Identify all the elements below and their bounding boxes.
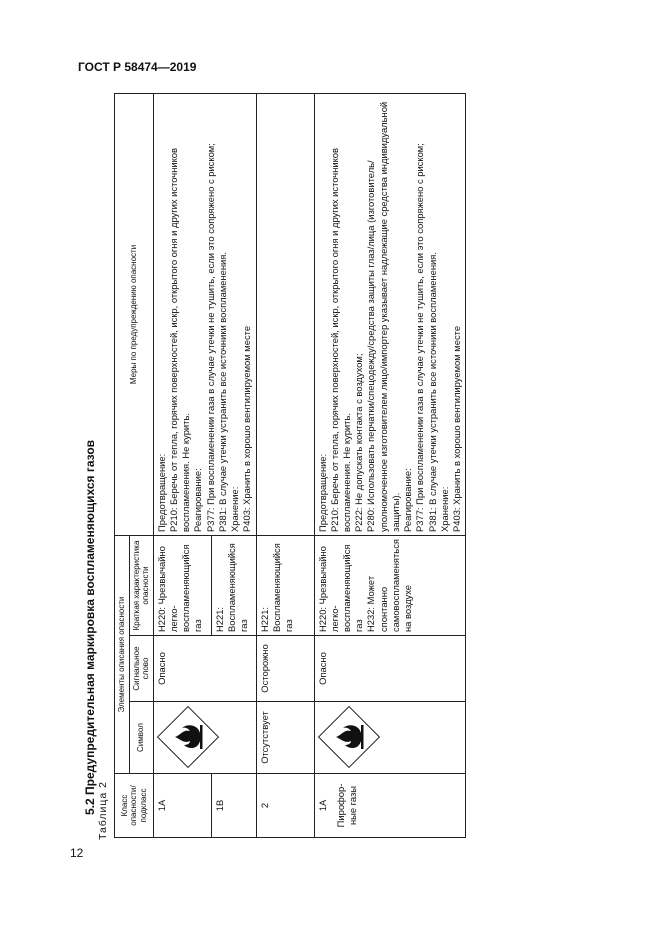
measure-line: Хранение: [438, 486, 450, 532]
class-value: 1А [316, 799, 328, 812]
measures-cell [314, 93, 466, 535]
measure-line: P210: Беречь от тепла, горячих поверхностей, искр, открытого огня и других источников воспламенения. Не курить. [168, 147, 192, 532]
symbol-cell [153, 702, 256, 774]
table-header-row-1 [115, 93, 130, 837]
hazard-line: H232: Может спонтанно самовоспламеняться на воздухе [365, 539, 414, 632]
class-cell [314, 774, 466, 838]
class-cell: 2 [256, 774, 314, 838]
flame-icon [157, 706, 219, 768]
class-cell: 1В [211, 774, 256, 838]
signal-cell: Опасно [314, 636, 466, 702]
header-signal: Сигнальное слово [129, 636, 153, 702]
measure-line: Предотвращение: [155, 453, 167, 532]
subclass-value: Пирофор-ные газы [334, 783, 358, 828]
table-row [153, 93, 211, 837]
signal-cell: Осторожно [256, 636, 314, 702]
table-row [256, 93, 314, 837]
symbol-cell: Отсутствует [256, 702, 314, 774]
hazard-cell: H221: Воспламеняющийся газ [256, 535, 314, 635]
hazard-line: H220: Чрезвычайно легко-воспламеняющийся газ [316, 544, 365, 632]
measure-line: P377: При воспламенении газа в случае утечки не тушить, если это сопряжено с риском; [204, 143, 216, 532]
table-container [114, 94, 462, 838]
measures-cell [153, 93, 256, 535]
flame-icon [317, 706, 379, 768]
measure-line: Реагирование: [192, 468, 204, 532]
header-group: Элементы описания опасности [115, 535, 130, 773]
signal-cell: Опасно [153, 636, 256, 702]
header-class: Класс опасности/ подкласс [115, 774, 154, 838]
measure-line: P381: В случае утечки устранить все источники воспламенения. [426, 252, 438, 532]
measure-line: P403: Хранить в хорошо вентилируемом месте [241, 325, 253, 532]
hazard-cell: H220: Чрезвычайно легко-воспламеняющийся газ [153, 535, 211, 635]
header-measures: Меры по предупреждению опасности [115, 93, 154, 535]
measure-line: Хранение: [229, 486, 241, 532]
header-symbol: Символ [129, 702, 153, 774]
document-header: ГОСТ Р 58474—2019 [78, 60, 197, 74]
class-cell: 1А [153, 774, 211, 838]
measure-line: P280: Использовать перчатки/спецодежду/средства защиты глаз/лица (изготовитель/уполномоченное изготовителем лицо/импортер указывает надлежащие средства индивидуальной защиты). [365, 101, 401, 532]
symbol-cell [314, 702, 466, 774]
header-short: Краткая характеристика опасности [129, 535, 153, 635]
table-row [314, 93, 466, 837]
page-number: 12 [70, 846, 84, 860]
measures-cell [256, 93, 314, 535]
measure-line: P210: Беречь от тепла, горячих поверхностей, искр, открытого огня и других источников воспламенения. Не курить. [328, 147, 352, 532]
hazard-cell: H221: Воспламеняющийся газ [211, 535, 256, 635]
measure-line: P381: В случае утечки устранить все источники воспламенения. [216, 252, 228, 532]
hazard-cell [314, 535, 466, 635]
measure-line: P403: Хранить в хорошо вентилируемом месте [450, 325, 462, 532]
measure-line: Реагирование: [402, 468, 414, 532]
section-title: 5.2 Предупредительная маркировка воспламеняющихся газов [83, 439, 97, 815]
measure-line: Предотвращение: [316, 453, 328, 532]
measure-line: P377: При воспламенении газа в случае утечки не тушить, если это сопряжено с риском; [414, 143, 426, 532]
hazard-table [114, 93, 466, 838]
measure-line: P222: Не допускать контакта с воздухом; [353, 353, 365, 532]
table-caption: Таблица 2 [97, 781, 109, 840]
